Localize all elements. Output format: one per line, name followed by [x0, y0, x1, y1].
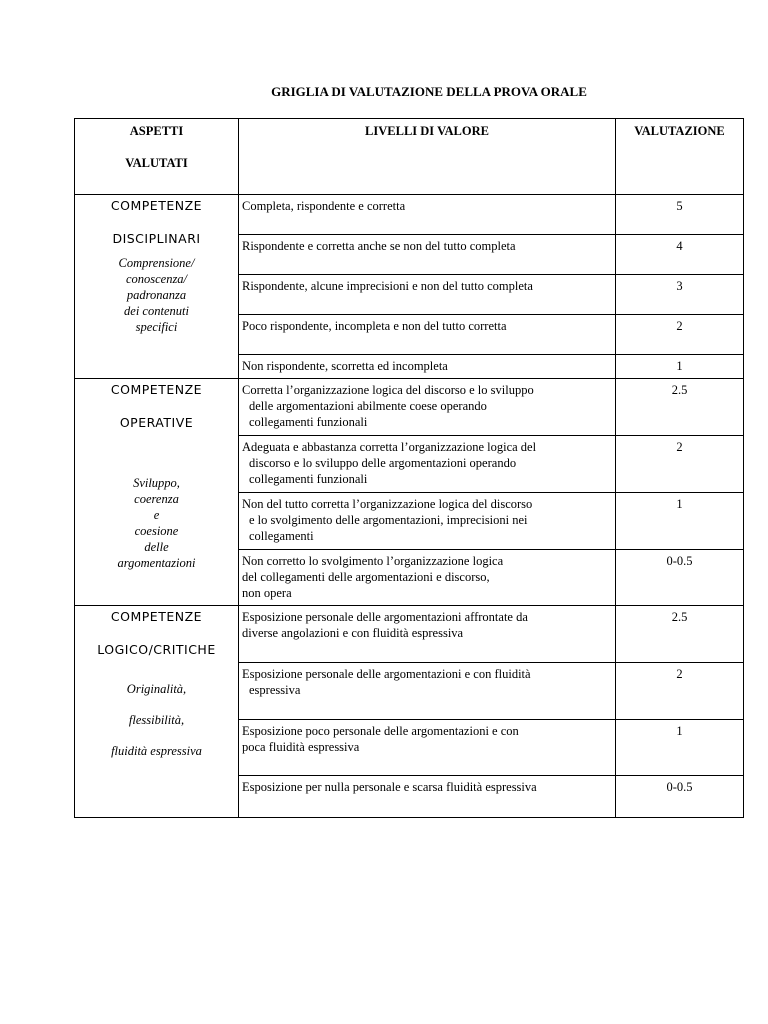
- level-description: Rispondente e corretta anche se non del tutto completa: [239, 235, 616, 275]
- table-row: [75, 379, 744, 436]
- aspect-subtitle: coesione: [134, 524, 179, 538]
- level-description: Adeguata e abbastanza corretta l’organizzazione logica del discorso e lo sviluppo delle argomentazioni operando collegamenti funzionali: [239, 436, 616, 493]
- level-description: Esposizione per nulla personale e scarsa fluidità espressiva: [239, 776, 616, 818]
- level-value: 2: [616, 663, 744, 720]
- level-description: Non corretto lo svolgimento l’organizzazione logica del collegamenti delle argomentazioni e discorso, non opera: [239, 550, 616, 606]
- aspect-title: LOGICO/CRITICHE: [97, 642, 216, 657]
- level-value: 2: [616, 315, 744, 355]
- aspect-subtitle: fluidità espressiva: [111, 744, 202, 758]
- level-description: Non rispondente, scorretta ed incompleta: [239, 355, 616, 379]
- aspect-title: DISCIPLINARI: [112, 231, 201, 246]
- aspect-subtitle: Sviluppo,: [133, 476, 180, 490]
- header-aspects-line1: ASPETTI: [129, 124, 184, 138]
- level-value: 2.5: [616, 606, 744, 663]
- aspect-disciplinari: [75, 195, 239, 379]
- document-title: GRIGLIA DI VALUTAZIONE DELLA PROVA ORALE: [271, 84, 587, 99]
- aspect-subtitle: e: [153, 508, 160, 522]
- aspect-subtitle: argomentazioni: [117, 556, 196, 570]
- header-levels: LIVELLI DI VALORE: [239, 119, 616, 195]
- level-description: Non del tutto corretta l’organizzazione logica del discorso e lo svolgimento delle argomentazioni, imprecisioni nei collegamenti: [239, 493, 616, 550]
- aspect-subtitle: conoscenza/: [125, 272, 188, 286]
- header-row: [75, 119, 744, 195]
- aspect-logico-critiche: [75, 606, 239, 818]
- aspect-title: OPERATIVE: [119, 415, 194, 430]
- aspect-subtitle: delle: [144, 540, 169, 554]
- level-value: 1: [616, 493, 744, 550]
- aspect-subtitle: dei contenuti: [124, 304, 189, 318]
- level-value: 1: [616, 355, 744, 379]
- header-aspects-line2: VALUTATI: [125, 156, 188, 170]
- level-description: Esposizione personale delle argomentazioni affrontate da diverse angolazioni e con fluidità espressiva: [239, 606, 616, 663]
- aspect-title: COMPETENZE: [110, 198, 203, 213]
- level-description: Corretta l’organizzazione logica del discorso e lo sviluppo delle argomentazioni abilmente coese operando collegamenti funzionali: [239, 379, 616, 436]
- level-description: Completa, rispondente e corretta: [239, 195, 616, 235]
- evaluation-grid: [74, 118, 744, 818]
- aspect-title: COMPETENZE: [110, 382, 203, 397]
- level-description: Esposizione personale delle argomentazioni e con fluidità espressiva: [239, 663, 616, 720]
- aspect-subtitle: Originalità,: [126, 682, 187, 696]
- aspect-subtitle: Comprensione/: [118, 256, 195, 270]
- aspect-subtitle: padronanza: [126, 288, 187, 302]
- aspect-subtitle: flessibilità,: [128, 713, 185, 727]
- level-value: 0-0.5: [616, 550, 744, 606]
- aspect-subtitle: coerenza: [134, 492, 179, 506]
- level-value: 5: [616, 195, 744, 235]
- level-description: Esposizione poco personale delle argomentazioni e con poca fluidità espressiva: [239, 720, 616, 776]
- level-value: 3: [616, 275, 744, 315]
- table-row: [75, 606, 744, 663]
- aspect-operative: [75, 379, 239, 606]
- level-value: 4: [616, 235, 744, 275]
- level-value: 2: [616, 436, 744, 493]
- level-description: Poco rispondente, incompleta e non del tutto corretta: [239, 315, 616, 355]
- table-row: [75, 195, 744, 235]
- level-value: 2.5: [616, 379, 744, 436]
- header-valuation: VALUTAZIONE: [616, 119, 744, 195]
- aspect-title: COMPETENZE: [110, 609, 203, 624]
- level-value: 0-0.5: [616, 776, 744, 818]
- level-value: 1: [616, 720, 744, 776]
- header-aspects: [75, 119, 239, 195]
- aspect-subtitle: specifici: [135, 320, 178, 334]
- level-description: Rispondente, alcune imprecisioni e non del tutto completa: [239, 275, 616, 315]
